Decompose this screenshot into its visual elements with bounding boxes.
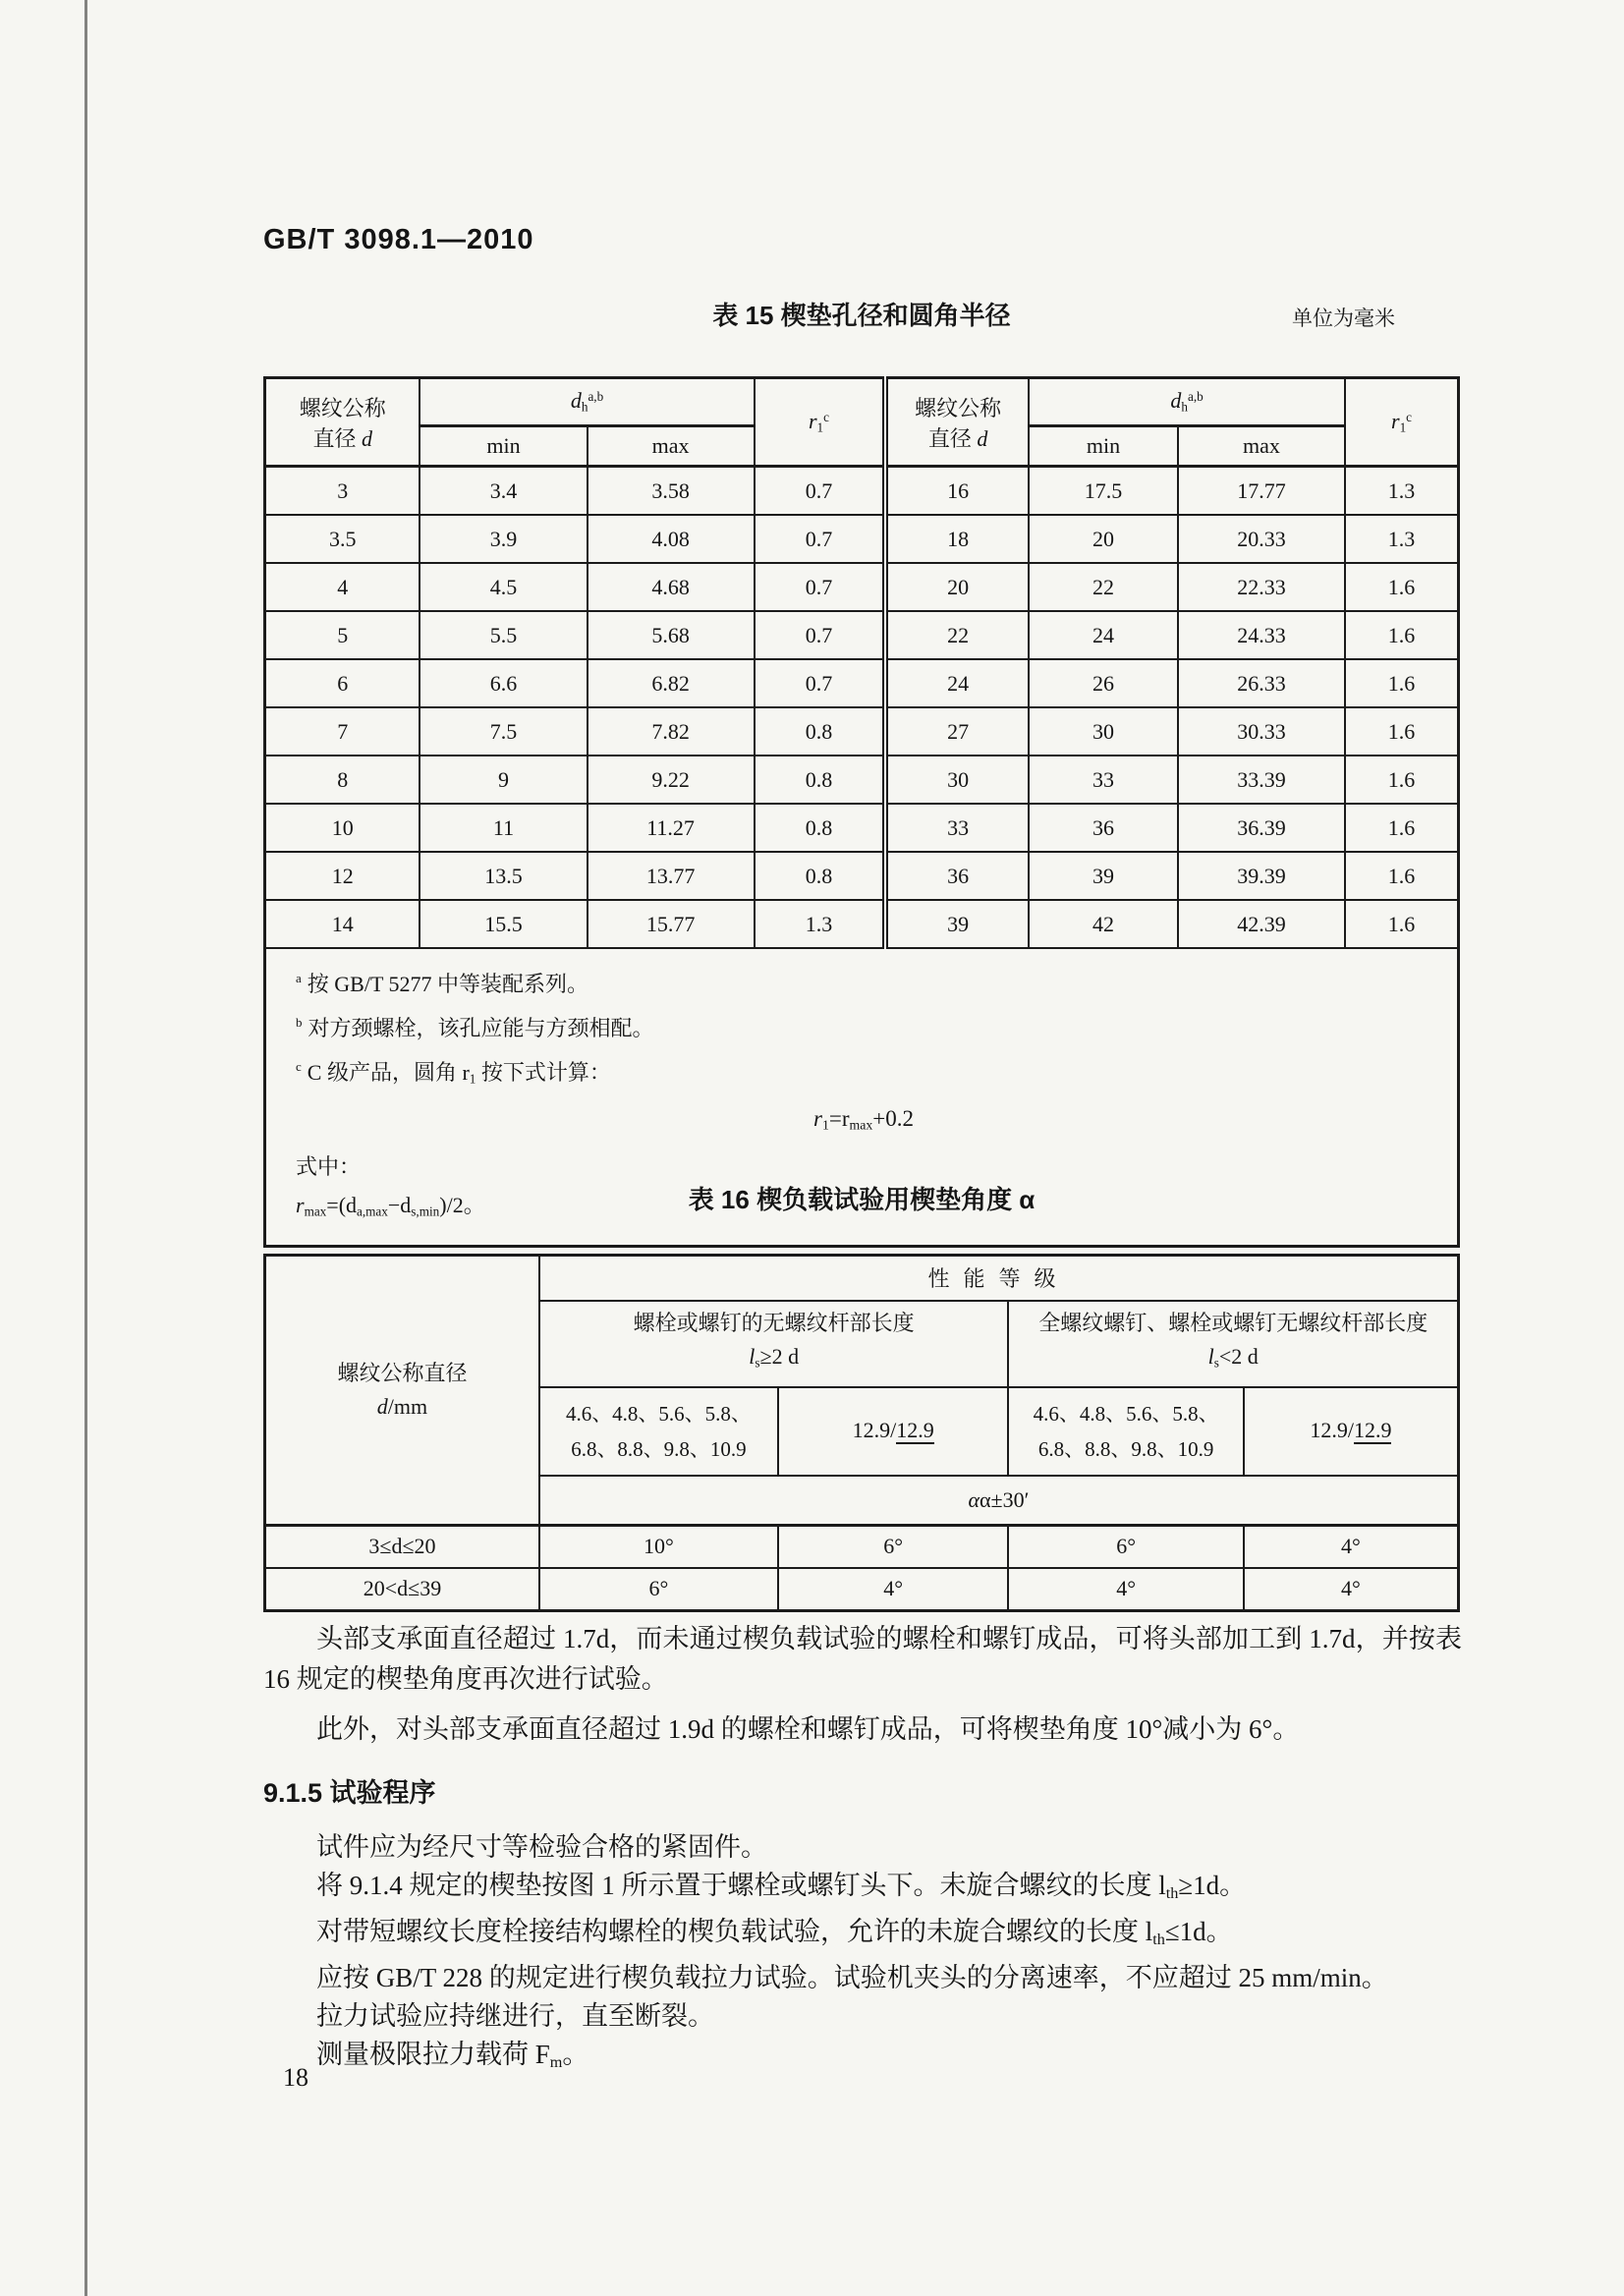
cell-dh-max: 33.39 xyxy=(1178,756,1345,804)
cell-dh-min: 3.4 xyxy=(420,467,587,516)
cell-diameter: 27 xyxy=(885,707,1029,756)
cell-angle: 6° xyxy=(1008,1525,1243,1568)
cell-r1: 0.7 xyxy=(755,467,886,516)
col-header-min: min xyxy=(420,426,587,467)
scan-edge-artifact xyxy=(84,0,87,2296)
cell-dh-min: 17.5 xyxy=(1029,467,1178,516)
col-header-thread-diameter: 螺纹公称直径 d/mm xyxy=(265,1256,539,1526)
cell-dh-max: 30.33 xyxy=(1178,707,1345,756)
standard-number: GB/T 3098.1—2010 xyxy=(263,224,534,255)
cell-dh-min: 9 xyxy=(420,756,587,804)
cell-diameter: 4 xyxy=(265,563,420,611)
cell-dh-max: 7.82 xyxy=(588,707,755,756)
table-row xyxy=(265,1568,1459,1611)
cell-dh-max: 17.77 xyxy=(1178,467,1345,516)
table-row xyxy=(265,756,1459,804)
table-row xyxy=(265,659,1459,707)
cell-dh-max: 42.39 xyxy=(1178,900,1345,948)
cell-dh-min: 26 xyxy=(1029,659,1178,707)
class-list-cell: 4.6、4.8、5.6、5.8、 6.8、8.8、9.8、10.9 xyxy=(1008,1387,1243,1476)
cell-diameter: 6 xyxy=(265,659,420,707)
cell-angle: 4° xyxy=(1244,1525,1459,1568)
cell-dh-min: 11 xyxy=(420,804,587,852)
cell-diameter: 3 xyxy=(265,467,420,516)
col-header-r1: $r_1^c$ xyxy=(755,378,886,467)
cell-diameter: 12 xyxy=(265,852,420,900)
cell-r1: 1.6 xyxy=(1345,900,1458,948)
cell-diameter: 22 xyxy=(885,611,1029,659)
cell-diameter: 24 xyxy=(885,659,1029,707)
cell-r1: 0.8 xyxy=(755,707,886,756)
footnote-b: $^b$ 对方颈螺栓，该孔应能与方颈相配。 xyxy=(296,1015,654,1040)
cell-dh-min: 3.9 xyxy=(420,515,587,563)
cell-angle: 6° xyxy=(539,1568,778,1611)
cell-dh-max: 13.77 xyxy=(588,852,755,900)
cell-diameter: 18 xyxy=(885,515,1029,563)
col-header-thread-diameter: 螺纹公称 直径 d xyxy=(885,378,1029,467)
cell-dh-max: 4.08 xyxy=(588,515,755,563)
class-12-9-cell: 12.9/12.9 xyxy=(778,1387,1008,1476)
cell-angle: 6° xyxy=(778,1525,1008,1568)
cell-r1: 1.3 xyxy=(755,900,886,948)
cell-r1: 0.8 xyxy=(755,852,886,900)
cell-dh-min: 22 xyxy=(1029,563,1178,611)
col-header-r1: $r_1^c$ xyxy=(1345,378,1458,467)
cell-diameter: 8 xyxy=(265,756,420,804)
table-row xyxy=(265,611,1459,659)
body-text xyxy=(263,1619,1462,2082)
cell-diameter: 20 xyxy=(885,563,1029,611)
cell-dh-min: 30 xyxy=(1029,707,1178,756)
paragraph-head-bearing-1-9d: 此外，对头部支承面直径超过 1.9d 的螺栓和螺钉成品，可将楔垫角度 10°减小为 6°。 xyxy=(316,1714,1300,1744)
where-label: 式中： xyxy=(296,1153,362,1179)
cell-r1: 1.6 xyxy=(1345,756,1458,804)
col-header-dh: $d_h^{a,b}$ xyxy=(1029,378,1345,426)
cell-diameter: 36 xyxy=(885,852,1029,900)
col-header-max: max xyxy=(588,426,755,467)
cell-dh-min: 4.5 xyxy=(420,563,587,611)
col-header-plain-shank-lt-2d: 全螺纹螺钉、螺栓或螺钉无螺纹杆部长度 $l_s<2$ d xyxy=(1008,1301,1458,1387)
paragraph-head-bearing-1-7d: 头部支承面直径超过 1.7d，而未通过楔负载试验的螺栓和螺钉成品，可将头部加工到 1.7d，并按表 16 规定的楔垫角度再次进行试验。 xyxy=(263,1624,1462,1694)
cell-diameter: 7 xyxy=(265,707,420,756)
cell-diameter: 39 xyxy=(885,900,1029,948)
table-row xyxy=(265,467,1459,516)
formula-rmax-definition: $r_{max}=(d_{a,max}-d_{s,min})/2$。 xyxy=(296,1192,485,1219)
cell-dh-max: 22.33 xyxy=(1178,563,1345,611)
table16-caption-row xyxy=(263,1179,1460,1220)
procedure-line: 将 9.1.4 规定的楔垫按图 1 所示置于螺栓或螺钉头下。未旋合螺纹的长度 $l_{th}\ge 1d$。 xyxy=(316,1871,1247,1903)
table-row xyxy=(265,852,1459,900)
cell-dh-max: 5.68 xyxy=(588,611,755,659)
cell-dh-max: 39.39 xyxy=(1178,852,1345,900)
cell-dh-max: 26.33 xyxy=(1178,659,1345,707)
section-heading-9-1-5: 9.1.5 试验程序 xyxy=(263,1778,436,1808)
cell-angle: 10° xyxy=(539,1525,778,1568)
cell-r1: 0.7 xyxy=(755,659,886,707)
procedure-line: 应按 GB/T 228 的规定进行楔负载拉力试验。试验机夹头的分离速率，不应超过 25 mm/min。 xyxy=(316,1963,1388,1993)
procedure-line: 试件应为经尺寸等检验合格的紧固件。 xyxy=(316,1832,767,1862)
cell-r1: 1.6 xyxy=(1345,659,1458,707)
cell-diameter: 3.5 xyxy=(265,515,420,563)
cell-angle: 4° xyxy=(1244,1568,1459,1611)
cell-dh-min: 13.5 xyxy=(420,852,587,900)
formula-r1: $r_1=r_{max}+0.2$ xyxy=(813,1106,914,1133)
table-row xyxy=(265,563,1459,611)
cell-angle: 4° xyxy=(778,1568,1008,1611)
procedure-line: 对带短螺纹长度栓接结构螺栓的楔负载试验，允许的未旋合螺纹的长度 $l_{th}\le 1d$。 xyxy=(316,1917,1233,1949)
class-list-cell: 4.6、4.8、5.6、5.8、 6.8、8.8、9.8、10.9 xyxy=(539,1387,778,1476)
cell-dh-min: 5.5 xyxy=(420,611,587,659)
table16-title: 表 16 楔负载试验用楔垫角度 α xyxy=(688,1185,1036,1214)
cell-r1: 1.6 xyxy=(1345,852,1458,900)
unit-note: 单位为毫米 xyxy=(1292,307,1395,330)
table-row xyxy=(265,804,1459,852)
col-header-performance-class: 性能等级 xyxy=(539,1256,1459,1301)
cell-r1: 0.8 xyxy=(755,804,886,852)
class-12-9-cell: 12.9/12.9 xyxy=(1244,1387,1459,1476)
table-row xyxy=(265,900,1459,948)
table15-title: 表 15 楔垫孔径和圆角半径 xyxy=(712,301,1011,330)
cell-dh-max: 24.33 xyxy=(1178,611,1345,659)
procedure-line: 测量极限拉力载荷 $F_m$。 xyxy=(316,2040,589,2072)
cell-diameter: 5 xyxy=(265,611,420,659)
cell-r1: 1.6 xyxy=(1345,563,1458,611)
cell-diameter-range: 3≤d≤20 xyxy=(265,1525,539,1568)
cell-dh-min: 15.5 xyxy=(420,900,587,948)
cell-diameter: 33 xyxy=(885,804,1029,852)
cell-diameter: 14 xyxy=(265,900,420,948)
cell-r1: 1.3 xyxy=(1345,515,1458,563)
footnote-c: $^c$ C 级产品，圆角 $r_1$ 按下式计算： xyxy=(296,1059,611,1087)
cell-dh-min: 7.5 xyxy=(420,707,587,756)
cell-dh-max: 36.39 xyxy=(1178,804,1345,852)
cell-dh-min: 24 xyxy=(1029,611,1178,659)
cell-r1: 1.6 xyxy=(1345,707,1458,756)
alpha-tolerance-cell: αα±30′ xyxy=(539,1476,1459,1526)
cell-diameter: 30 xyxy=(885,756,1029,804)
cell-dh-min: 39 xyxy=(1029,852,1178,900)
cell-r1: 0.7 xyxy=(755,611,886,659)
cell-dh-max: 11.27 xyxy=(588,804,755,852)
cell-r1: 1.6 xyxy=(1345,611,1458,659)
table16-wedge-angle xyxy=(263,1254,1460,1612)
col-header-plain-shank-ge-2d: 螺栓或螺钉的无螺纹杆部长度 $l_s\ge 2$ d xyxy=(539,1301,1008,1387)
cell-dh-min: 42 xyxy=(1029,900,1178,948)
cell-r1: 1.6 xyxy=(1345,804,1458,852)
col-header-thread-diameter: 螺纹公称 直径 d xyxy=(265,378,420,467)
table15-hole-diameter-and-fillet-radius xyxy=(263,376,1460,1248)
cell-r1: 0.8 xyxy=(755,756,886,804)
col-header-dh: $d_h^{a,b}$ xyxy=(420,378,754,426)
table-row xyxy=(265,707,1459,756)
alpha-tolerance-text: α±30′ xyxy=(980,1486,1030,1512)
cell-r1: 0.7 xyxy=(755,563,886,611)
cell-dh-min: 20 xyxy=(1029,515,1178,563)
footnote-a: $^a$ 按 GB/T 5277 中等装配系列。 xyxy=(296,971,588,996)
procedure-line: 拉力试验应持继进行，直至断裂。 xyxy=(316,2001,714,2032)
cell-dh-max: 9.22 xyxy=(588,756,755,804)
col-header-max: max xyxy=(1178,426,1345,467)
cell-dh-min: 36 xyxy=(1029,804,1178,852)
page-number: 18 xyxy=(283,2063,308,2092)
cell-dh-min: 6.6 xyxy=(420,659,587,707)
cell-diameter-range: 20<d≤39 xyxy=(265,1568,539,1611)
cell-dh-max: 3.58 xyxy=(588,467,755,516)
cell-angle: 4° xyxy=(1008,1568,1243,1611)
cell-r1: 0.7 xyxy=(755,515,886,563)
cell-dh-max: 4.68 xyxy=(588,563,755,611)
table-row xyxy=(265,1525,1459,1568)
cell-dh-max: 6.82 xyxy=(588,659,755,707)
procedure-lines xyxy=(263,1828,1462,2082)
cell-dh-min: 33 xyxy=(1029,756,1178,804)
cell-dh-max: 20.33 xyxy=(1178,515,1345,563)
cell-r1: 1.3 xyxy=(1345,467,1458,516)
cell-diameter: 10 xyxy=(265,804,420,852)
cell-dh-max: 15.77 xyxy=(588,900,755,948)
table-row xyxy=(265,515,1459,563)
col-header-min: min xyxy=(1029,426,1178,467)
table15-caption-row xyxy=(263,295,1460,336)
cell-diameter: 16 xyxy=(885,467,1029,516)
